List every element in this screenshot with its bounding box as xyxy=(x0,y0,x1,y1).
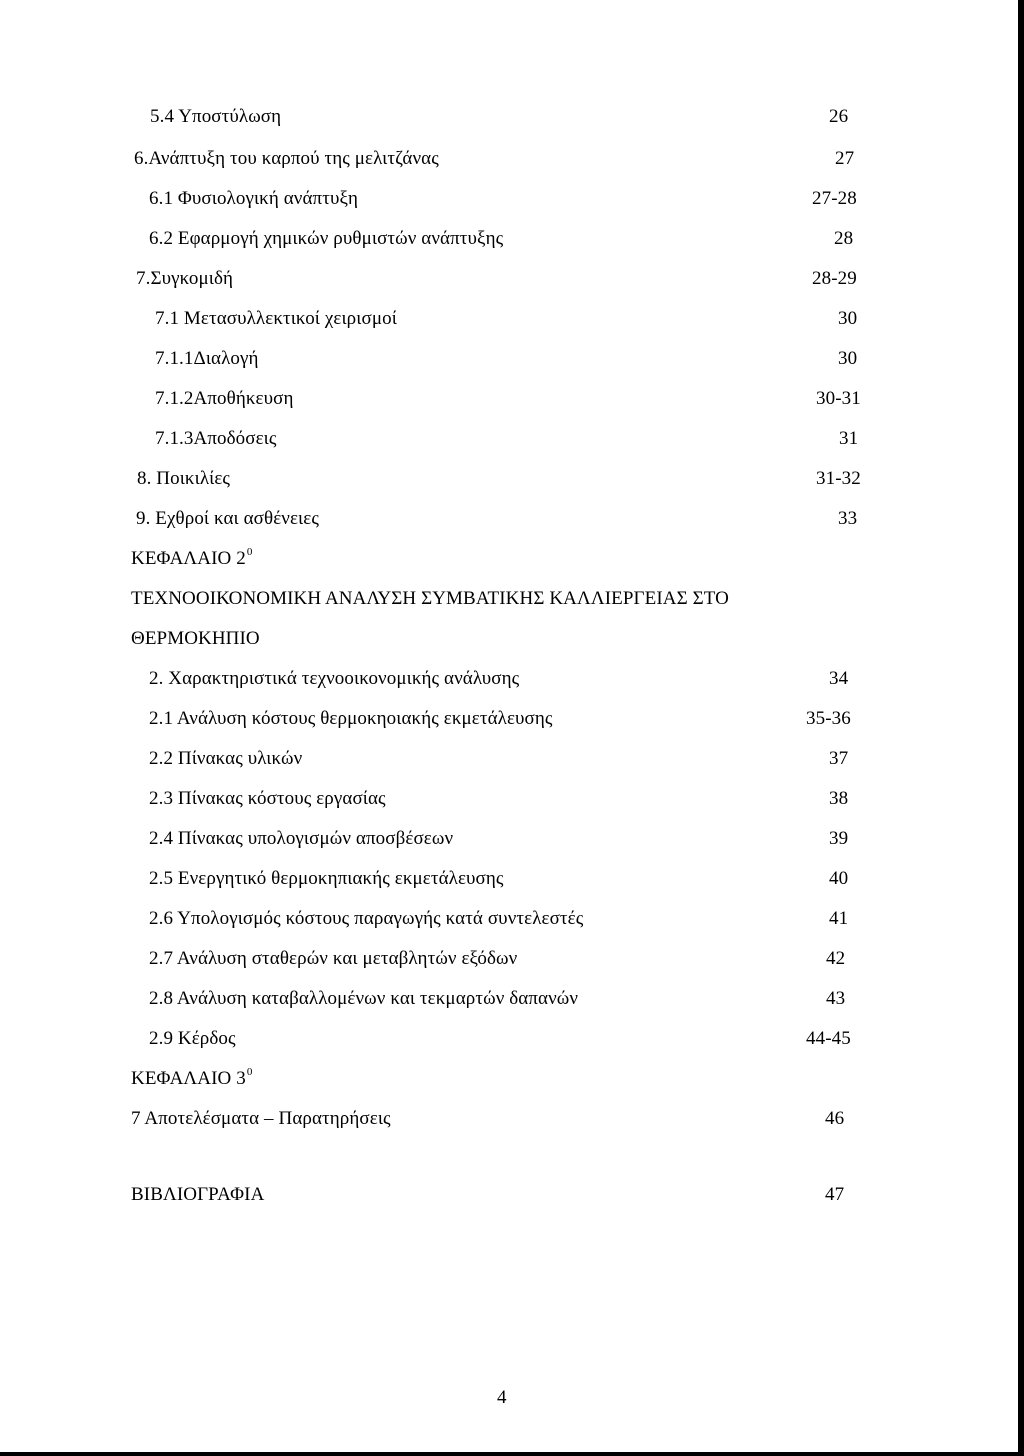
toc-entry xyxy=(0,186,1024,212)
toc-entry xyxy=(0,104,1024,130)
toc-entry xyxy=(0,226,1024,252)
scan-edge-right xyxy=(1018,0,1024,1456)
toc-entry-title: 8. Ποικιλίες xyxy=(137,468,231,489)
toc-entry-title: 5.4 Υποστύλωση xyxy=(150,106,282,127)
chapter-subtitle xyxy=(0,586,1024,612)
toc-entry xyxy=(0,146,1024,172)
toc-entry xyxy=(0,906,1024,932)
toc-entry xyxy=(0,826,1024,852)
toc-entry-title: 2.1 Ανάλυση κόστους θερμοκηοιακής εκμετάλευσης xyxy=(149,708,553,729)
chapter-heading-title: ΚΕΦΑΛΑΙΟ 2 xyxy=(131,548,246,569)
toc-entry-page: 34 xyxy=(829,668,849,689)
toc-entry-page: 44-45 xyxy=(806,1028,851,1049)
toc-entry-title: 2. Χαρακτηριστικά τεχνοοικονομικής ανάλυσης xyxy=(149,668,520,689)
chapter-subtitle-line: ΤΕΧΝΟΟΙΚΟΝΟΜΙΚΗ ΑΝΑΛΥΣΗ ΣΥΜΒΑΤΙΚΗΣ ΚΑΛΛΙΕΡΓΕΙΑΣ ΣΤΟ xyxy=(131,588,729,609)
toc-entry xyxy=(0,986,1024,1012)
toc-entry-title: 2.8 Ανάλυση καταβαλλομένων και τεκμαρτών δαπανών xyxy=(149,988,579,1009)
toc-entry-title: 2.7 Ανάλυση σταθερών και μεταβλητών εξόδων xyxy=(149,948,518,969)
toc-entry-title: 2.6 Υπολογισμός κόστους παραγωγής κατά συντελεστές xyxy=(149,908,584,929)
toc-entry xyxy=(0,946,1024,972)
toc-entry-title: 2.2 Πίνακας υλικών xyxy=(149,748,303,769)
chapter-subtitle xyxy=(0,626,1024,652)
toc-entry xyxy=(0,786,1024,812)
toc-entry-title: 7.1.2Αποθήκευση xyxy=(155,388,294,409)
toc-entry-title: 7.1.1Διαλογή xyxy=(155,348,259,369)
scan-edge-bottom xyxy=(0,1452,1024,1456)
toc-entry-page: 28 xyxy=(834,228,854,249)
toc-entry xyxy=(0,706,1024,732)
toc-entry-page: 47 xyxy=(825,1184,845,1205)
toc-entry-page: 38 xyxy=(829,788,849,809)
chapter-heading xyxy=(0,546,1024,572)
toc-entry xyxy=(0,666,1024,692)
chapter-heading-title: ΚΕΦΑΛΑΙΟ 3 xyxy=(131,1068,246,1089)
toc-entry xyxy=(0,506,1024,532)
toc-entry xyxy=(0,426,1024,452)
toc-entry-title: 7.1.3Αποδόσεις xyxy=(155,428,277,449)
chapter-heading-superscript: 0 xyxy=(246,546,253,558)
chapter-heading xyxy=(0,1066,1024,1092)
toc-entry-page: 42 xyxy=(826,948,846,969)
toc-entry xyxy=(0,346,1024,372)
toc-entry xyxy=(0,1182,1024,1208)
toc-entry-page: 28-29 xyxy=(812,268,857,289)
toc-entry-title: 2.3 Πίνακας κόστους εργασίας xyxy=(149,788,386,809)
toc-entry xyxy=(0,466,1024,492)
toc-entry-page: 27 xyxy=(835,148,855,169)
toc-entry-page: 40 xyxy=(829,868,849,889)
toc-entry-page: 30 xyxy=(838,348,858,369)
toc-entry-title: 2.5 Ενεργητικό θερμοκηπιακής εκμετάλευσης xyxy=(149,868,504,889)
toc-entry-title: ΒΙΒΛΙΟΓΡΑΦΙΑ xyxy=(131,1184,265,1205)
chapter-subtitle-line: ΘΕΡΜΟΚΗΠΙΟ xyxy=(131,628,260,649)
toc-entry xyxy=(0,386,1024,412)
toc-entry-title: 7.1 Μετασυλλεκτικοί χειρισμοί xyxy=(155,308,397,329)
toc-entry xyxy=(0,1106,1024,1132)
toc-entry-title: 6.2 Εφαρμογή χημικών ρυθμιστών ανάπτυξης xyxy=(149,228,504,249)
page-number: 4 xyxy=(497,1387,507,1408)
toc-entry-title: 7 Αποτελέσματα – Παρατηρήσεις xyxy=(131,1108,391,1129)
toc-entry-page: 33 xyxy=(838,508,858,529)
toc-entry xyxy=(0,866,1024,892)
toc-entry-title: 2.9 Κέρδος xyxy=(149,1028,236,1049)
toc-entry-page: 37 xyxy=(829,748,849,769)
chapter-heading-superscript: 0 xyxy=(246,1066,253,1078)
toc-entry-page: 43 xyxy=(826,988,846,1009)
toc-entry-page: 41 xyxy=(829,908,849,929)
toc-entry-title: 6.1 Φυσιολογική ανάπτυξη xyxy=(149,188,359,209)
toc-entry-title: 6.Ανάπτυξη του καρπού της μελιτζάνας xyxy=(134,148,439,169)
toc-entry-page: 26 xyxy=(829,106,849,127)
toc-entry-page: 46 xyxy=(825,1108,845,1129)
toc-entry-page: 35-36 xyxy=(806,708,851,729)
toc-entry-page: 31 xyxy=(839,428,859,449)
toc-entry-title: 7.Συγκομιδή xyxy=(136,268,234,289)
toc-entry-page: 39 xyxy=(829,828,849,849)
toc-entry-page: 30 xyxy=(838,308,858,329)
toc-entry-page: 27-28 xyxy=(812,188,857,209)
toc-entry-page: 31-32 xyxy=(816,468,861,489)
toc-entry xyxy=(0,1026,1024,1052)
toc-entry xyxy=(0,306,1024,332)
toc-entry xyxy=(0,746,1024,772)
toc-entry-title: 9. Εχθροί και ασθένειες xyxy=(136,508,319,529)
toc-entry xyxy=(0,266,1024,292)
toc-entry-page: 30-31 xyxy=(816,388,861,409)
toc-entry-title: 2.4 Πίνακας υπολογισμών αποσβέσεων xyxy=(149,828,454,849)
